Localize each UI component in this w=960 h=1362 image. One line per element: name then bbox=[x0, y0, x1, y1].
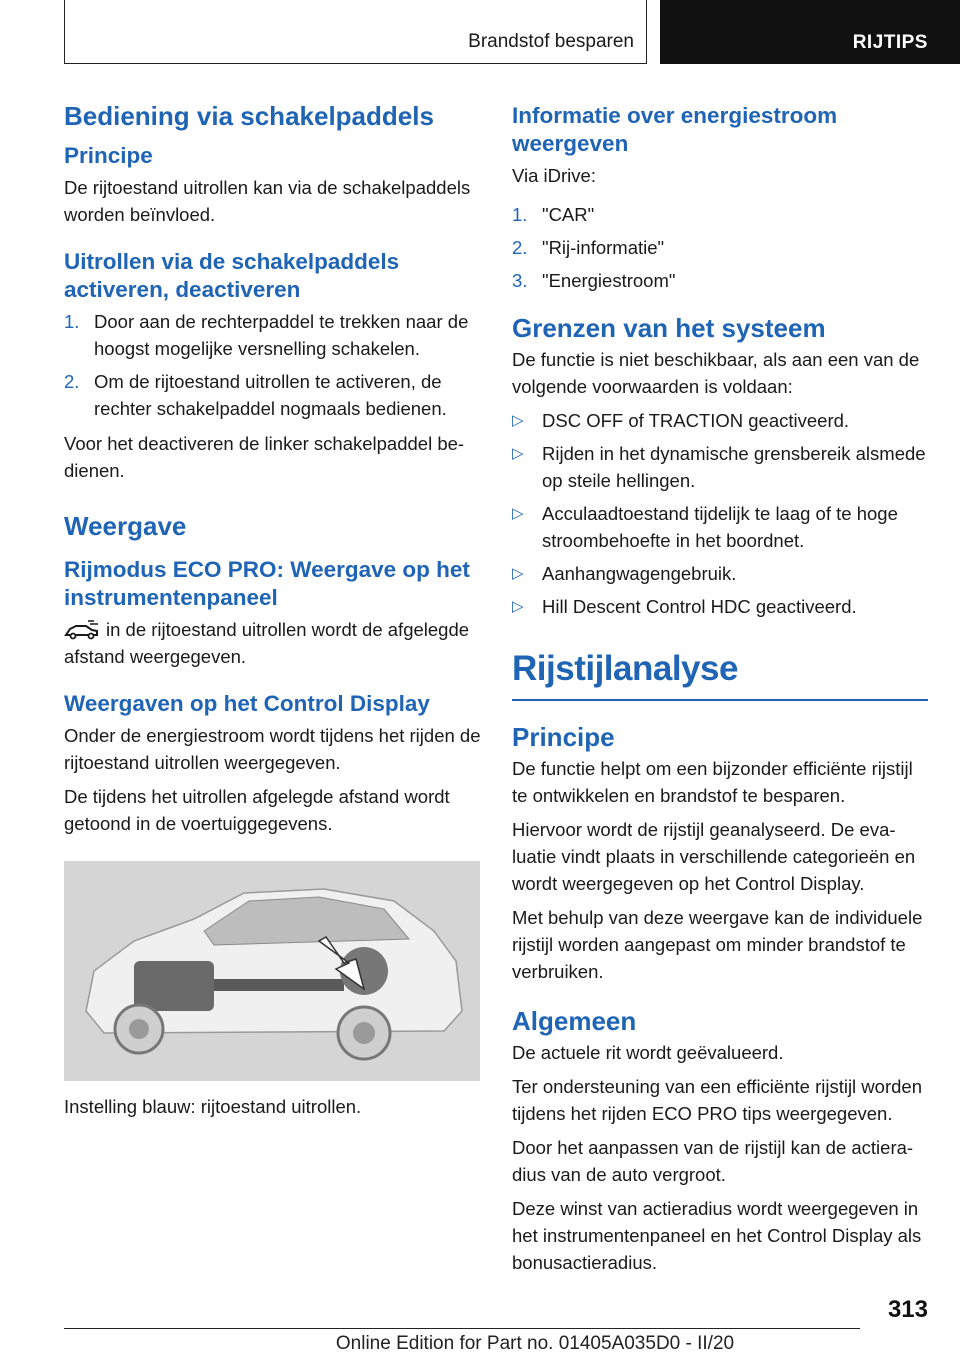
heading-schakelpaddels: Bediening via schakelpaddels bbox=[64, 101, 434, 131]
list-item bbox=[512, 267, 928, 294]
bullet-text: Hill Descent Control HDC geactiveerd. bbox=[542, 596, 857, 617]
principe-text: De rijtoestand uitrollen kan via de schakelpaddels worden beïnvloed. bbox=[64, 177, 471, 225]
idrive-text: Via iDrive: bbox=[512, 165, 596, 186]
activate-steps bbox=[64, 308, 482, 422]
list-item bbox=[512, 234, 928, 261]
heading-algemeen: Algemeen bbox=[512, 1005, 637, 1036]
list-item bbox=[512, 407, 928, 434]
deactivate-text: Voor het deactiveren de linker schakelpaddel bedienen. bbox=[64, 433, 465, 481]
principe-right-text-2: Hiervoor wordt de rijstijl geanalyseerd. De evaluatie vindt plaats in verschillende categorieën en wordt weergegeven op het Control Display. bbox=[512, 818, 916, 894]
step-text: Door aan de rechterpaddel te trekken naar de hoogst mogelijke versnelling schakelen. bbox=[94, 311, 469, 359]
heading-activate: Uitrollen via de schakelpaddels activeren, deactiveren bbox=[64, 249, 400, 302]
right-column bbox=[512, 100, 928, 1283]
car-illustration bbox=[64, 861, 480, 1081]
triangle-bullet-icon: ▷ bbox=[512, 412, 524, 429]
step-text: Om de rijtoestand uitrollen te activeren, de rechter schakelpaddel nogmaals bedienen. bbox=[94, 371, 447, 419]
heading-grenzen: Grenzen van het systeem bbox=[512, 313, 826, 343]
footer-divider bbox=[64, 1328, 860, 1329]
list-item bbox=[512, 201, 928, 228]
principe-right-text-1: De functie helpt om een bijzonder efficiënte rijstijl te ontwikkelen en brandstof te besparen. bbox=[512, 757, 913, 806]
eco-pro-text bbox=[64, 616, 482, 670]
step-text: "Energiestroom" bbox=[542, 270, 676, 291]
header-section-box bbox=[64, 0, 647, 64]
idrive-steps bbox=[512, 201, 928, 294]
list-item bbox=[64, 368, 482, 422]
heading-weergave: Weergave bbox=[64, 511, 187, 541]
header-chapter-title: RIJTIPS bbox=[852, 32, 928, 53]
triangle-bullet-icon: ▷ bbox=[512, 445, 524, 462]
step-number: 2. bbox=[512, 237, 528, 258]
triangle-bullet-icon: ▷ bbox=[512, 565, 524, 582]
principe-right-text-3: Met behulp van deze weergave kan de individuele rijstijl worden aangepast om minder brandstof te verbruiken. bbox=[512, 906, 923, 982]
coasting-car-icon bbox=[64, 620, 100, 640]
eco-pro-text-body: in de rijtoestand uitrollen wordt de afgelegde afstand weergegeven. bbox=[64, 619, 470, 667]
heading-rijstijlanalyse: Rijstijlanalyse bbox=[512, 649, 738, 688]
left-column bbox=[64, 100, 482, 1127]
step-number: 1. bbox=[64, 311, 80, 332]
control-display-text-2: De tijdens het uitrollen afgelegde afstand wordt getoond in de voertuiggegevens. bbox=[64, 786, 450, 834]
bullet-text: Aanhangwagengebruik. bbox=[542, 563, 737, 584]
heading-control-display: Weergaven op het Control Display bbox=[64, 691, 430, 716]
heading-energiestroom: Informatie over energiestroom weergeven bbox=[512, 103, 838, 156]
algemeen-text-3: Door het aanpassen van de rijstijl kan de actieradius van de auto vergroot. bbox=[512, 1136, 914, 1185]
page-number: 313 bbox=[887, 1296, 928, 1323]
bullet-text: Rijden in het dynamische grensbereik alsmede op steile hellingen. bbox=[542, 443, 926, 491]
step-text: "CAR" bbox=[542, 204, 595, 225]
step-number: 1. bbox=[512, 204, 528, 225]
image-caption: Instelling blauw: rijtoestand uitrollen. bbox=[64, 1096, 362, 1117]
list-item bbox=[512, 440, 928, 494]
control-display-text-1: Onder de energiestroom wordt tijdens het rijden de rijtoestand uitrollen weergegeven. bbox=[64, 725, 481, 773]
heading-eco-pro: Rijmodus ECO PRO: Weergave op het instrumentenpaneel bbox=[64, 557, 470, 610]
triangle-bullet-icon: ▷ bbox=[512, 505, 524, 522]
list-item bbox=[64, 308, 482, 362]
bullet-text: DSC OFF of TRACTION geactiveerd. bbox=[542, 410, 850, 431]
bullet-text: Acculaadtoestand tijdelijk te laag of te hoge stroombehoefte in het boordnet. bbox=[542, 503, 898, 551]
header-chapter-box bbox=[660, 0, 960, 64]
edition-text: Online Edition for Part no. 01405A035D0 - II/20 bbox=[335, 1333, 735, 1354]
heading-principe-right: Principe bbox=[512, 721, 615, 752]
grenzen-bullets bbox=[512, 407, 928, 620]
heading-principe: Principe bbox=[64, 143, 153, 168]
list-item bbox=[512, 500, 928, 554]
algemeen-text-4: Deze winst van actieradius wordt weergegeven in het instrumentenpaneel en het Control Display als bonusactieradius. bbox=[512, 1197, 922, 1273]
title-divider bbox=[512, 699, 928, 701]
header-section-title: Brandstof besparen bbox=[468, 31, 634, 52]
list-item bbox=[512, 560, 928, 587]
car-drivetrain-image bbox=[64, 861, 480, 1081]
grenzen-text: De functie is niet beschikbaar, als aan een van de volgende voorwaarden is voldaan: bbox=[512, 349, 920, 397]
step-number: 3. bbox=[512, 270, 528, 291]
list-item bbox=[512, 593, 928, 620]
step-text: "Rij-informatie" bbox=[542, 237, 665, 258]
step-number: 2. bbox=[64, 371, 80, 392]
algemeen-text-2: Ter ondersteuning van een efficiënte rijstijl worden tijdens het rijden ECO PRO tips weergegeven. bbox=[512, 1075, 922, 1124]
triangle-bullet-icon: ▷ bbox=[512, 598, 524, 615]
algemeen-text-1: De actuele rit wordt geëvalueerd. bbox=[512, 1041, 784, 1063]
